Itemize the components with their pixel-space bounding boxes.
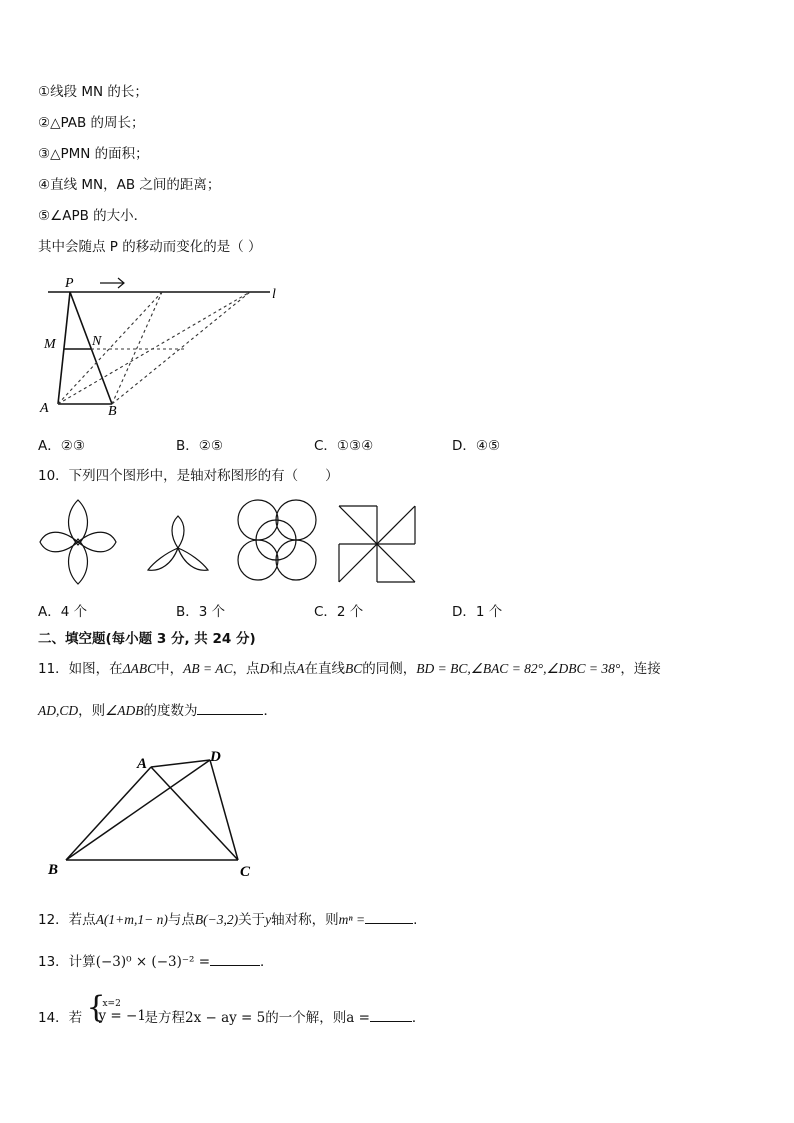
q11-figure <box>40 742 270 882</box>
four-petal-flower-figure <box>40 500 116 584</box>
three-blade-figure <box>148 516 208 570</box>
q9-option-d[interactable]: D．④⑤ <box>452 438 501 454</box>
pinwheel-figure <box>339 506 415 582</box>
q10-option-b[interactable]: B．3 个 <box>176 604 226 620</box>
q11-answer-blank[interactable] <box>197 701 263 715</box>
q9-label-l: l <box>272 287 276 302</box>
q9-option-a[interactable]: A．②③ <box>38 438 85 454</box>
q9-item-2: ②△PAB 的周长； <box>38 115 145 131</box>
q9-item-1: ①线段 MN 的长； <box>38 84 148 100</box>
q10-option-d[interactable]: D．1 个 <box>452 604 503 620</box>
q10-figures <box>38 498 428 588</box>
q12: 12．若点A(1+m,1− n)与点B(−3,2)关于y轴对称，则mⁿ = . <box>38 912 418 928</box>
q10-option-a[interactable]: A．4 个 <box>38 604 88 620</box>
q9-option-c[interactable]: C．①③④ <box>314 438 374 454</box>
q9-label-p: P <box>65 276 74 291</box>
four-circles-figure <box>238 500 316 580</box>
q9-label-b: B <box>108 404 117 419</box>
q11-label-d: D <box>210 749 221 765</box>
q12-answer-blank[interactable] <box>365 910 413 924</box>
q9-item-3: ③△PMN 的面积； <box>38 146 149 162</box>
q9-stem: 其中会随点 P 的移动而变化的是（ ） <box>38 239 262 255</box>
q11-label-b: B <box>48 862 59 878</box>
q13: 13．计算(−3)⁰ × (−3)⁻² = ． <box>38 954 274 970</box>
q9-option-b[interactable]: B．②⑤ <box>176 438 223 454</box>
brace-icon: { <box>86 990 106 1025</box>
q10-option-c[interactable]: C．2 个 <box>314 604 364 620</box>
q9-label-n: N <box>92 334 102 349</box>
q14-answer-blank[interactable] <box>370 1008 412 1022</box>
q9-item-5: ⑤∠APB 的大小． <box>38 208 148 224</box>
q11-label-a: A <box>137 756 148 772</box>
q13-answer-blank[interactable] <box>210 952 260 966</box>
q11-label-c: C <box>240 864 251 880</box>
q14: 14．若 { x=2 y = −1 是方程2x − ay = 5的一个解，则a = ． <box>38 1003 425 1035</box>
q10-stem: 10．下列四个图形中，是轴对称图形的有（ ） <box>38 468 339 484</box>
q9-label-a: A <box>40 401 49 416</box>
q11-line2: AD,CD，则∠ADB的度数为 ． <box>38 703 277 719</box>
q9-figure <box>36 272 286 422</box>
q9-item-4: ④直线 MN，AB 之间的距离； <box>38 177 221 193</box>
section-title: 二、填空题(每小题 3 分, 共 24 分) <box>38 631 256 647</box>
q14-equation-system: { x=2 y = −1 <box>86 990 146 1025</box>
q9-label-m: M <box>44 337 56 352</box>
q11-line1: 11．如图，在ΔABC中，AB = AC，点D和点A在直线BC的同侧，BD = BC,∠BAC = 82°,∠DBC = 38°，连接 <box>38 661 661 677</box>
